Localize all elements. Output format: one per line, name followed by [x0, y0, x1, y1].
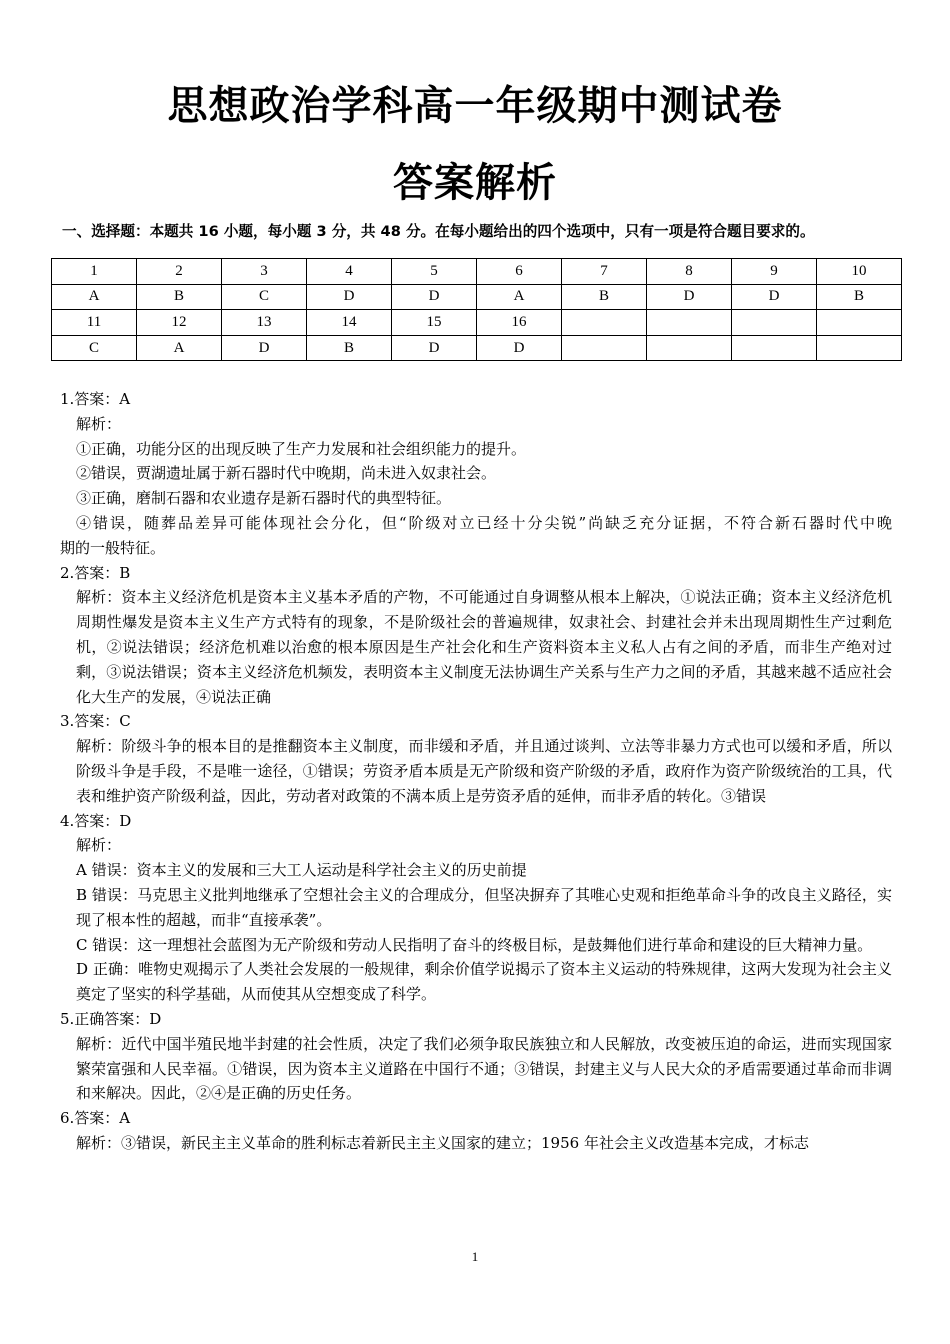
answer-table-cell: 3	[222, 259, 307, 285]
section-heading: 一、选择题：本题共 16 小题，每小题 3 分，共 48 分。在每小题给出的四个选项中，只有一项是符合题目要求的。	[62, 223, 815, 240]
answer-table-cell: 12	[137, 310, 222, 336]
answer-table-cell	[647, 310, 732, 336]
q2-explanation: 解析：资本主义经济危机是资本主义基本矛盾的产物，不可能通过自身调整从根本上解决，①说法正确；资本主义经济危机周期性爆发是资本主义生产方式特有的现象，不是阶级社会的普遍规律，奴隶社会、封建社会并未出现周期性生产过剩危机，②说法错误；经济危机难以治愈的根本原因是生产社会化和生产资料资本主义私人占有之间的矛盾，而非生产绝对过剩，③说法错误；资本主义经济危机频发，表明资本主义制度无法协调生产关系与生产力之间的矛盾，其越来越不适应社会化大生产的发展，④说法正确	[76, 588, 892, 706]
answer-table-cell: 15	[392, 310, 477, 336]
answer-table-cell: B	[137, 284, 222, 310]
q5-explanation: 解析：近代中国半殖民地半封建的社会性质，决定了我们必须争取民族独立和人民解放，改变被压迫的命运，进而实现国家繁荣富强和人民幸福。①错误，因为资本主义道路在中国行不通；③错误，封建主义与人民大众的矛盾需要通过革命而非调和来解决。因此，②④是正确的历史任务。	[76, 1034, 892, 1103]
q1-item-2: ②错误，贾湖遗址属于新石器时代中晚期，尚未进入奴隶社会。	[76, 464, 497, 483]
answer-table-row	[52, 335, 902, 361]
answer-table-cell: 9	[732, 259, 817, 285]
answer-table-cell	[817, 310, 902, 336]
q1-jiexi-label: 解析：	[76, 414, 122, 433]
q1-item-3: ③正确，磨制石器和农业遗存是新石器时代的典型特征。	[76, 489, 452, 508]
answer-table-cell: 1	[52, 259, 137, 285]
answer-table-cell	[562, 335, 647, 361]
answer-table-row	[52, 310, 902, 336]
answer-table-cell	[732, 335, 817, 361]
q5-answer: 5.正确答案：D	[60, 1009, 162, 1028]
q4-answer: 4.答案：D	[60, 811, 132, 830]
answer-table-cell: 6	[477, 259, 562, 285]
answer-table-cell: 4	[307, 259, 392, 285]
answer-table-cell: D	[477, 335, 562, 361]
answer-table-cell: A	[477, 284, 562, 310]
q4-jiexi-label: 解析：	[76, 836, 122, 855]
q6-answer: 6.答案：A	[60, 1109, 131, 1128]
q1-item-4b: 期的一般特征。	[60, 538, 166, 557]
q4-option-a: A 错误：资本主义的发展和三大工人运动是科学社会主义的历史前提	[76, 861, 527, 880]
q2-answer: 2.答案：B	[60, 563, 131, 582]
answer-table-row	[52, 259, 902, 285]
answer-table-cell: B	[307, 335, 392, 361]
answer-table-cell: 7	[562, 259, 647, 285]
q3-answer: 3.答案：C	[60, 712, 131, 731]
answer-table-cell: C	[52, 335, 137, 361]
q1-item-1: ①正确，功能分区的出现反映了生产力发展和社会组织能力的提升。	[76, 439, 527, 458]
answer-table-cell: 5	[392, 259, 477, 285]
page-subtitle: 答案解析	[393, 160, 557, 206]
q4-option-d: D 正确：唯物史观揭示了人类社会发展的一般规律，剩余价值学说揭示了资本主义运动的特殊规律，这两大发现为社会主义奠定了坚实的科学基础，从而使其从空想变成了科学。	[76, 960, 892, 1004]
answer-table-cell: D	[392, 284, 477, 310]
answer-table-cell: 10	[817, 259, 902, 285]
answer-table-cell: D	[222, 335, 307, 361]
answer-table-cell: 13	[222, 310, 307, 336]
page-title: 思想政治学科高一年级期中测试卷	[167, 83, 783, 129]
answer-table-cell	[647, 335, 732, 361]
answer-table-cell: 16	[477, 310, 562, 336]
answer-table-cell: 2	[137, 259, 222, 285]
answer-table-cell: D	[647, 284, 732, 310]
answer-table-cell: C	[222, 284, 307, 310]
answer-table	[51, 258, 902, 361]
q6-explanation: 解析：③错误，新民主主义革命的胜利标志着新民主主义国家的建立；1956 年社会主义改造基本完成，才标志	[76, 1133, 809, 1152]
page-number: 1	[471, 1249, 479, 1264]
q1-answer: 1.答案：A	[60, 390, 131, 408]
answer-table-cell: A	[52, 284, 137, 310]
answer-table-cell: 11	[52, 310, 137, 336]
answer-table-cell	[817, 335, 902, 361]
answer-table-cell: D	[307, 284, 392, 310]
q1-item-4a: ④错误，随葬品差异可能体现社会分化，但“阶级对立已经十分尖锐”尚缺乏充分证据，不符合新石器时代中晚	[76, 513, 892, 532]
answer-table-cell: D	[732, 284, 817, 310]
answer-table-cell: D	[392, 335, 477, 361]
answer-table-cell	[562, 310, 647, 336]
answer-table-row	[52, 284, 902, 310]
answer-table-cell: 8	[647, 259, 732, 285]
answer-table-cell: A	[137, 335, 222, 361]
q4-option-b: B 错误：马克思主义批判地继承了空想社会主义的合理成分，但坚决摒弃了其唯心史观和拒绝革命斗争的改良主义路径，实现了根本性的超越，而非“直接承袭”。	[76, 885, 892, 929]
answer-table-cell: B	[562, 284, 647, 310]
answer-table-cell	[732, 310, 817, 336]
answer-table-cell: 14	[307, 310, 392, 336]
q4-option-c: C 错误：这一理想社会蓝图为无产阶级和劳动人民指明了奋斗的终极目标，是鼓舞他们进行革命和建设的巨大精神力量。	[76, 935, 873, 954]
q3-explanation: 解析：阶级斗争的根本目的是推翻资本主义制度，而非缓和矛盾，并且通过谈判、立法等非暴力方式也可以缓和矛盾，所以阶级斗争是手段，不是唯一途径，①错误；劳资矛盾本质是无产阶级和资产阶级的矛盾，政府作为资产阶级统治的工具，代表和维护资产阶级利益，因此，劳动者对政策的不满本质上是劳资矛盾的延伸，而非矛盾的转化。③错误	[76, 737, 892, 805]
answer-table-cell: B	[817, 284, 902, 310]
explanations	[60, 387, 892, 1156]
